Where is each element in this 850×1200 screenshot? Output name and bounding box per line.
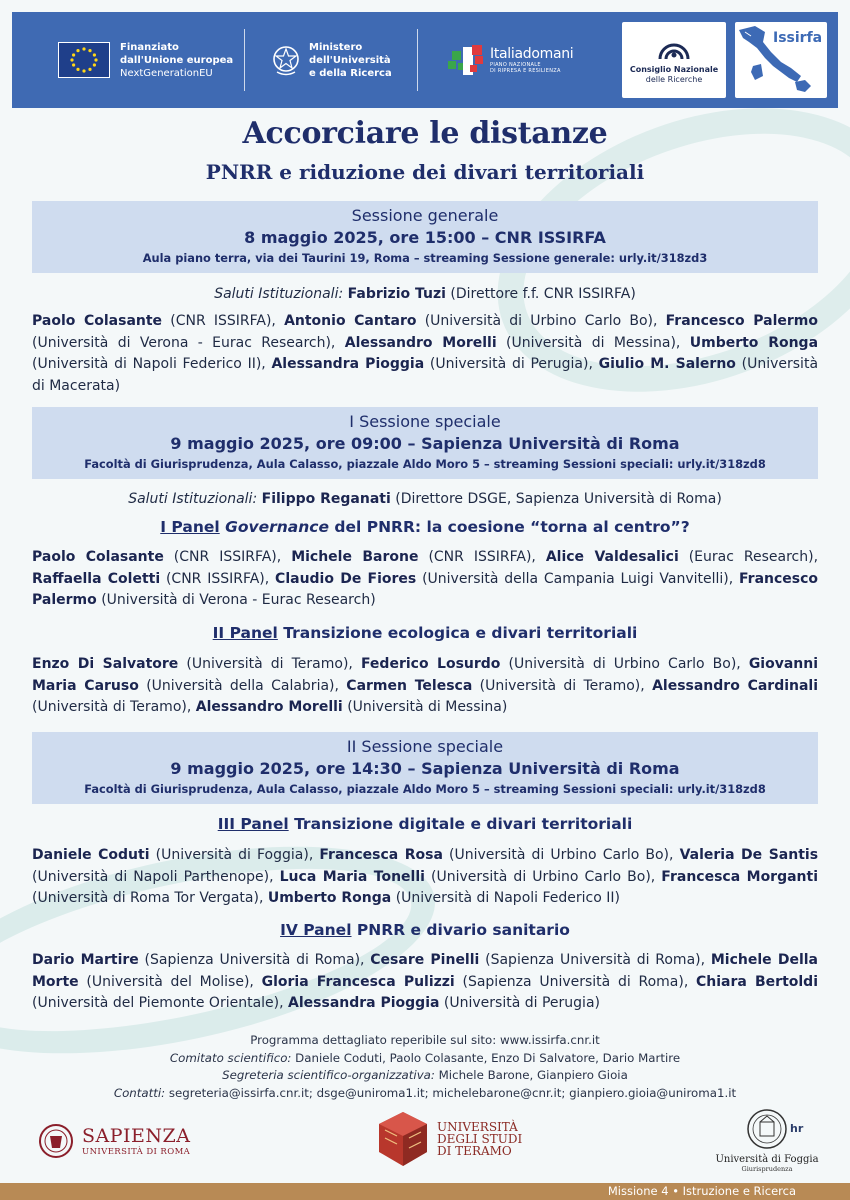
speaker-name: Alessandro Cardinali <box>652 677 819 694</box>
panel-label: I Panel <box>160 518 220 536</box>
contatti-emails[interactable]: segreteria@issirfa.cnr.it; dsge@uniroma1.it; michelebarone@cnr.it; gianpiero.gioia@uniroma1.it <box>168 1085 737 1100</box>
speaker-affiliation: (Sapienza Università di Roma), <box>144 952 365 968</box>
session-name: II Sessione speciale <box>346 737 504 756</box>
session-date: 8 maggio 2025, ore 15:00 – CNR ISSIRFA <box>244 228 606 247</box>
speaker-affiliation: (Università del Molise), <box>86 973 254 990</box>
footer-info <box>0 1032 850 1102</box>
panel-3-title <box>32 815 818 833</box>
sapienza-sub: UNIVERSITÀ DI ROMA <box>82 1147 191 1157</box>
contatti-label: Contatti: <box>113 1085 166 1100</box>
session-special-2-box <box>32 732 818 804</box>
speaker-name: Giulio M. Salerno <box>598 356 736 372</box>
speaker-name: Umberto Ronga <box>689 334 819 351</box>
session-place: Facoltà di Giurisprudenza, Aula Calasso, piazzale Aldo Moro 5 – streaming Sessioni speciali: urly.it/318zd8 <box>84 457 766 471</box>
panel-3-speakers <box>32 845 818 910</box>
speaker-name: Gloria Francesca Pulizzi <box>261 973 455 990</box>
panel-2-title <box>32 624 818 642</box>
cnr-emblem-icon <box>654 35 694 65</box>
foggia-logo <box>712 1108 822 1173</box>
speaker-affiliation: (Università di Verona - Eurac Research) <box>101 592 376 608</box>
saluti-label: Saluti Istituzionali: <box>128 491 258 507</box>
speaker-name: Dario Martire <box>32 952 139 968</box>
eu-line1: Finanziato <box>120 41 179 53</box>
italian-republic-emblem-icon <box>271 43 301 77</box>
saluti-istituzionali-1 <box>32 284 818 306</box>
session-general-box <box>32 201 818 273</box>
programma-link[interactable]: Programma dettagliato reperibile sul sito: www.issirfa.cnr.it <box>250 1033 600 1047</box>
speaker-name: Michele Della Morte <box>32 952 818 990</box>
saluti-role: (Direttore f.f. CNR ISSIRFA) <box>450 286 636 302</box>
speaker-affiliation: (CNR ISSIRFA), <box>173 549 282 565</box>
mur-logo <box>245 25 417 95</box>
panel-text: del PNRR: la coesione “torna al centro”? <box>334 518 690 536</box>
panel-text: Transizione digitale e divari territoriali <box>294 815 633 833</box>
session-name: I Sessione speciale <box>349 412 501 431</box>
contatti <box>0 1085 850 1103</box>
page-subtitle: PNRR e riduzione dei divari territoriali <box>205 160 645 184</box>
saluti-istituzionali-2 <box>32 489 818 511</box>
speaker-name: Francesca Rosa <box>319 847 443 863</box>
session-date: 9 maggio 2025, ore 09:00 – Sapienza Università di Roma <box>170 434 680 453</box>
speaker-name: Cesare Pinelli <box>370 952 480 968</box>
speaker-name: Chiara Bertoldi <box>696 973 819 990</box>
panel-4-title <box>32 921 818 939</box>
saluti-role: (Direttore DSGE, Sapienza Università di Roma) <box>395 491 722 507</box>
speaker-affiliation: (Università di Foggia), <box>155 847 314 863</box>
speaker-affiliation: (Università di Teramo), <box>32 699 192 715</box>
speaker-affiliation: (Università di Messina) <box>347 699 508 715</box>
saluti-label: Saluti Istituzionali: <box>214 286 344 302</box>
panel-text: PNRR e divario sanitario <box>356 921 570 939</box>
italiadomani-tricolor-icon <box>446 41 486 79</box>
speaker-name: Antonio Cantaro <box>284 313 417 329</box>
mission-footer-bar <box>0 1183 850 1200</box>
session-special-1-box <box>32 407 818 479</box>
session-name: Sessione generale <box>351 206 499 225</box>
eu-line3: NextGenerationEU <box>120 67 213 79</box>
speaker-name: Giovanni Maria Caruso <box>32 656 819 694</box>
speaker-name: Umberto Ronga <box>267 890 392 906</box>
teramo-line1: UNIVERSITÀ <box>437 1120 518 1134</box>
panel-label: III Panel <box>217 815 289 833</box>
speaker-affiliation: (CNR ISSIRFA), <box>428 549 536 565</box>
eu-funding-logo <box>12 25 244 95</box>
speaker-name: Alessandro Morelli <box>195 699 343 715</box>
speaker-affiliation: (Università della Campania Luigi Vanvitelli), <box>422 570 734 587</box>
mur-line3: e della Ricerca <box>309 67 392 79</box>
speaker-affiliation: (Sapienza Università di Roma), <box>485 952 706 968</box>
comitato-names: Daniele Coduti, Paolo Colasante, Enzo Di Salvatore, Dario Martire <box>295 1050 681 1065</box>
university-logos <box>0 1108 850 1180</box>
teramo-line2: DEGLI STUDI <box>437 1132 523 1146</box>
segreteria-names: Michele Barone, Gianpiero Gioia <box>438 1068 628 1082</box>
segreteria-label: Segreteria scientifico-organizzativa: <box>222 1068 435 1082</box>
speaker-name: Daniele Coduti <box>32 847 150 863</box>
hr-excellence-badge: hr <box>790 1122 804 1135</box>
session-place: Aula piano terra, via dei Taurini 19, Roma – streaming Sessione generale: urly.it/318zd3 <box>142 251 708 265</box>
speaker-affiliation: (Università di Urbino Carlo Bo), <box>449 847 674 863</box>
speaker-name: Raffaella Coletti <box>32 570 161 587</box>
speaker-affiliation: (Università di Messina), <box>505 334 681 351</box>
panel-4-speakers <box>32 950 818 1015</box>
speaker-affiliation: (Università del Piemonte Orientale), <box>32 995 284 1011</box>
mission-label: Missione 4 • Istruzione e Ricerca <box>607 1184 796 1198</box>
teramo-line3: DI TERAMO <box>437 1144 512 1158</box>
teramo-cube-icon <box>375 1108 431 1170</box>
panel-italic: Governance <box>225 518 329 536</box>
panel-label: II Panel <box>212 624 278 642</box>
speaker-affiliation: (Università della Calabria), <box>146 677 339 694</box>
speaker-name: Francesco Palermo <box>32 570 819 608</box>
speaker-name: Valeria De Santis <box>679 847 819 863</box>
speaker-name: Alice Valdesalici <box>545 549 679 565</box>
italiadomani-sub1: PIANO NAZIONALE <box>490 62 541 68</box>
mur-line1: Ministero <box>309 41 363 53</box>
issirfa-name: Issirfa <box>773 30 823 46</box>
speaker-affiliation: (Università di Napoli Federico II), <box>32 356 266 372</box>
eu-flag-icon <box>58 42 110 78</box>
panel-1-speakers <box>32 547 818 612</box>
speaker-name: Francesco Palermo <box>665 313 819 329</box>
cnr-line1: Consiglio Nazionale <box>629 65 719 74</box>
page-title: Accorciare le distanze <box>242 116 608 151</box>
saluti-name: Filippo Reganati <box>261 491 391 507</box>
italiadomani-sub2: DI RIPRESA E RESILIENZA <box>490 68 561 74</box>
panel-2-speakers <box>32 654 818 719</box>
speaker-name: Federico Losurdo <box>360 656 501 672</box>
speaker-name: Alessandra Pioggia <box>271 356 425 372</box>
speaker-affiliation: (Università di Roma Tor Vergata), <box>32 890 264 906</box>
speaker-affiliation: (Università di Teramo), <box>479 677 645 694</box>
speaker-affiliation: (Università di Urbino Carlo Bo), <box>508 656 741 672</box>
speaker-name: Carmen Telesca <box>346 677 473 694</box>
italiadomani-name: Italiadomani <box>490 46 574 62</box>
foggia-seal-icon <box>745 1108 789 1150</box>
speaker-name: Claudio De Fiores <box>275 570 417 587</box>
speaker-affiliation: (Università di Perugia), <box>429 356 593 372</box>
speaker-name: Alessandra Pioggia <box>288 995 440 1011</box>
mur-line2: dell'Università <box>309 54 391 66</box>
comitato-label: Comitato scientifico: <box>169 1050 292 1065</box>
speaker-affiliation: (Università di Macerata) <box>32 356 819 394</box>
speaker-affiliation: (Università di Napoli Federico II) <box>395 890 620 906</box>
panel-label: IV Panel <box>280 921 352 939</box>
session-date: 9 maggio 2025, ore 14:30 – Sapienza Università di Roma <box>170 759 680 778</box>
cnr-line2: delle Ricerche <box>645 75 703 84</box>
sapienza-seal-icon <box>38 1122 74 1160</box>
speaker-name: Francesca Morganti <box>661 868 819 885</box>
issirfa-logo <box>735 22 827 98</box>
speaker-affiliation: (Università di Urbino Carlo Bo), <box>431 868 656 885</box>
comitato-scientifico <box>0 1050 850 1068</box>
eu-line2: dall'Unione europea <box>120 54 234 66</box>
speaker-affiliation: (Università di Napoli Parthenope), <box>32 868 274 885</box>
speaker-affiliation: (Eurac Research), <box>688 549 819 565</box>
sapienza-name: SAPIENZA <box>82 1125 191 1147</box>
sapienza-logo <box>38 1122 190 1160</box>
speaker-affiliation: (Università di Urbino Carlo Bo), <box>424 313 658 329</box>
segreteria <box>0 1067 850 1085</box>
speaker-name: Paolo Colasante <box>32 549 164 565</box>
speaker-affiliation: (CNR ISSIRFA), <box>170 313 276 329</box>
teramo-logo <box>375 1108 522 1170</box>
speaker-name: Enzo Di Salvatore <box>32 656 179 672</box>
speaker-name: Alessandro Morelli <box>344 334 497 351</box>
italiadomani-logo <box>418 25 622 95</box>
speaker-name: Luca Maria Tonelli <box>279 868 425 885</box>
speaker-affiliation: (Sapienza Università di Roma), <box>462 973 689 990</box>
panel-1-title <box>32 518 818 536</box>
saluti-name: Fabrizio Tuzi <box>347 286 446 302</box>
session-place: Facoltà di Giurisprudenza, Aula Calasso, piazzale Aldo Moro 5 – streaming Sessioni speciali: urly.it/318zd8 <box>84 782 766 796</box>
foggia-name: Università di Foggia <box>715 1154 819 1165</box>
speaker-affiliation: (Università di Teramo), <box>186 656 353 672</box>
speakers-general <box>32 311 818 397</box>
speaker-affiliation: (CNR ISSIRFA), <box>165 570 270 587</box>
speaker-affiliation: (Università di Verona - Eurac Research), <box>32 334 336 351</box>
speaker-affiliation: (Università di Perugia) <box>443 995 600 1011</box>
speaker-name: Paolo Colasante <box>32 313 163 329</box>
speaker-name: Michele Barone <box>291 549 419 565</box>
panel-text: Transizione ecologica e divari territoriali <box>283 624 638 642</box>
cnr-logo <box>622 22 726 98</box>
foggia-sub: Giurisprudenza <box>741 1165 793 1173</box>
